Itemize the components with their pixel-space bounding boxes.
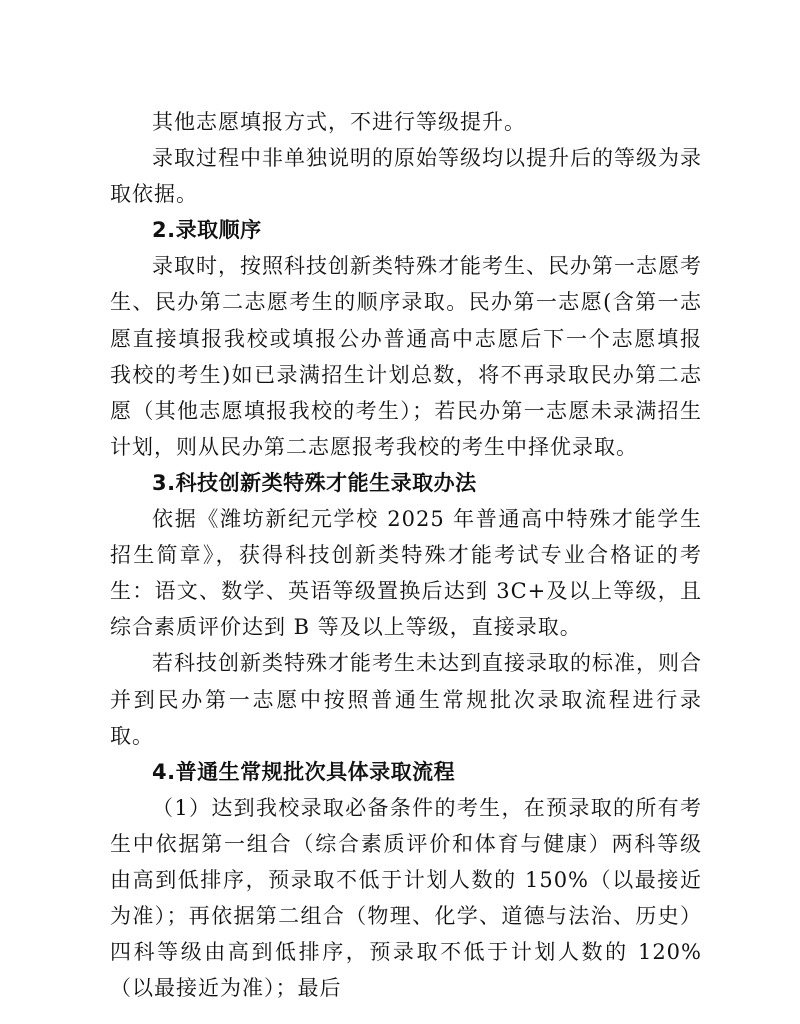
paragraph-admission-order: 录取时，按照科技创新类特殊才能考生、民办第一志愿考生、民办第二志愿考生的顺序录取。民办第一志愿(含第一志愿直接填报我校或填报公办普通高中志愿后下一个志愿填报我校的考生)如已录满招生计划总数，将不再录取民办第二志愿（其他志愿填报我校的考生）；若民办第一志愿未录满招生计划，则从民办第二志愿报考我校的考生中择优录取。 xyxy=(110,254,702,459)
heading-admission-order: 2.录取顺序 xyxy=(152,218,262,243)
heading-special-talent-admission: 3.科技创新类特殊才能生录取办法 xyxy=(152,470,477,495)
paragraph-regular-admission-step-1: （1）达到我校录取必备条件的考生，在预录取的所有考生中依据第一组合（综合素质评价和体育与健康）两科等级由高到低排序，预录取不低于计划人数的 150%（以最接近为准）；再依据第二组合（物理、化学、道德与法治、历史）四科等级由高到低排序，预录取不低于计划人数的 120%（以最接近为准）；最后 xyxy=(110,795,702,1001)
heading-regular-admission-process: 4.普通生常规批次具体录取流程 xyxy=(152,759,456,784)
document-body xyxy=(110,104,702,1006)
paragraph-grade-basis: 录取过程中非单独说明的原始等级均以提升后的等级为录取依据。 xyxy=(110,146,702,207)
paragraph-special-talent-criteria: 依据《潍坊新纪元学校 2025 年普通高中特殊才能学生招生简章》，获得科技创新类特殊才能考试专业合格证的考生：语文、数学、英语等级置换后达到 3C+及以上等级，且综合素质评价达到 B 等及以上等级，直接录取。 xyxy=(110,507,702,640)
paragraph-special-talent-fallback: 若科技创新类特殊才能考生未达到直接录取的标准，则合并到民办第一志愿中按照普通生常规批次录取流程进行录取。 xyxy=(110,651,702,748)
paragraph-grade-no-upgrade: 其他志愿填报方式，不进行等级提升。 xyxy=(152,110,526,134)
